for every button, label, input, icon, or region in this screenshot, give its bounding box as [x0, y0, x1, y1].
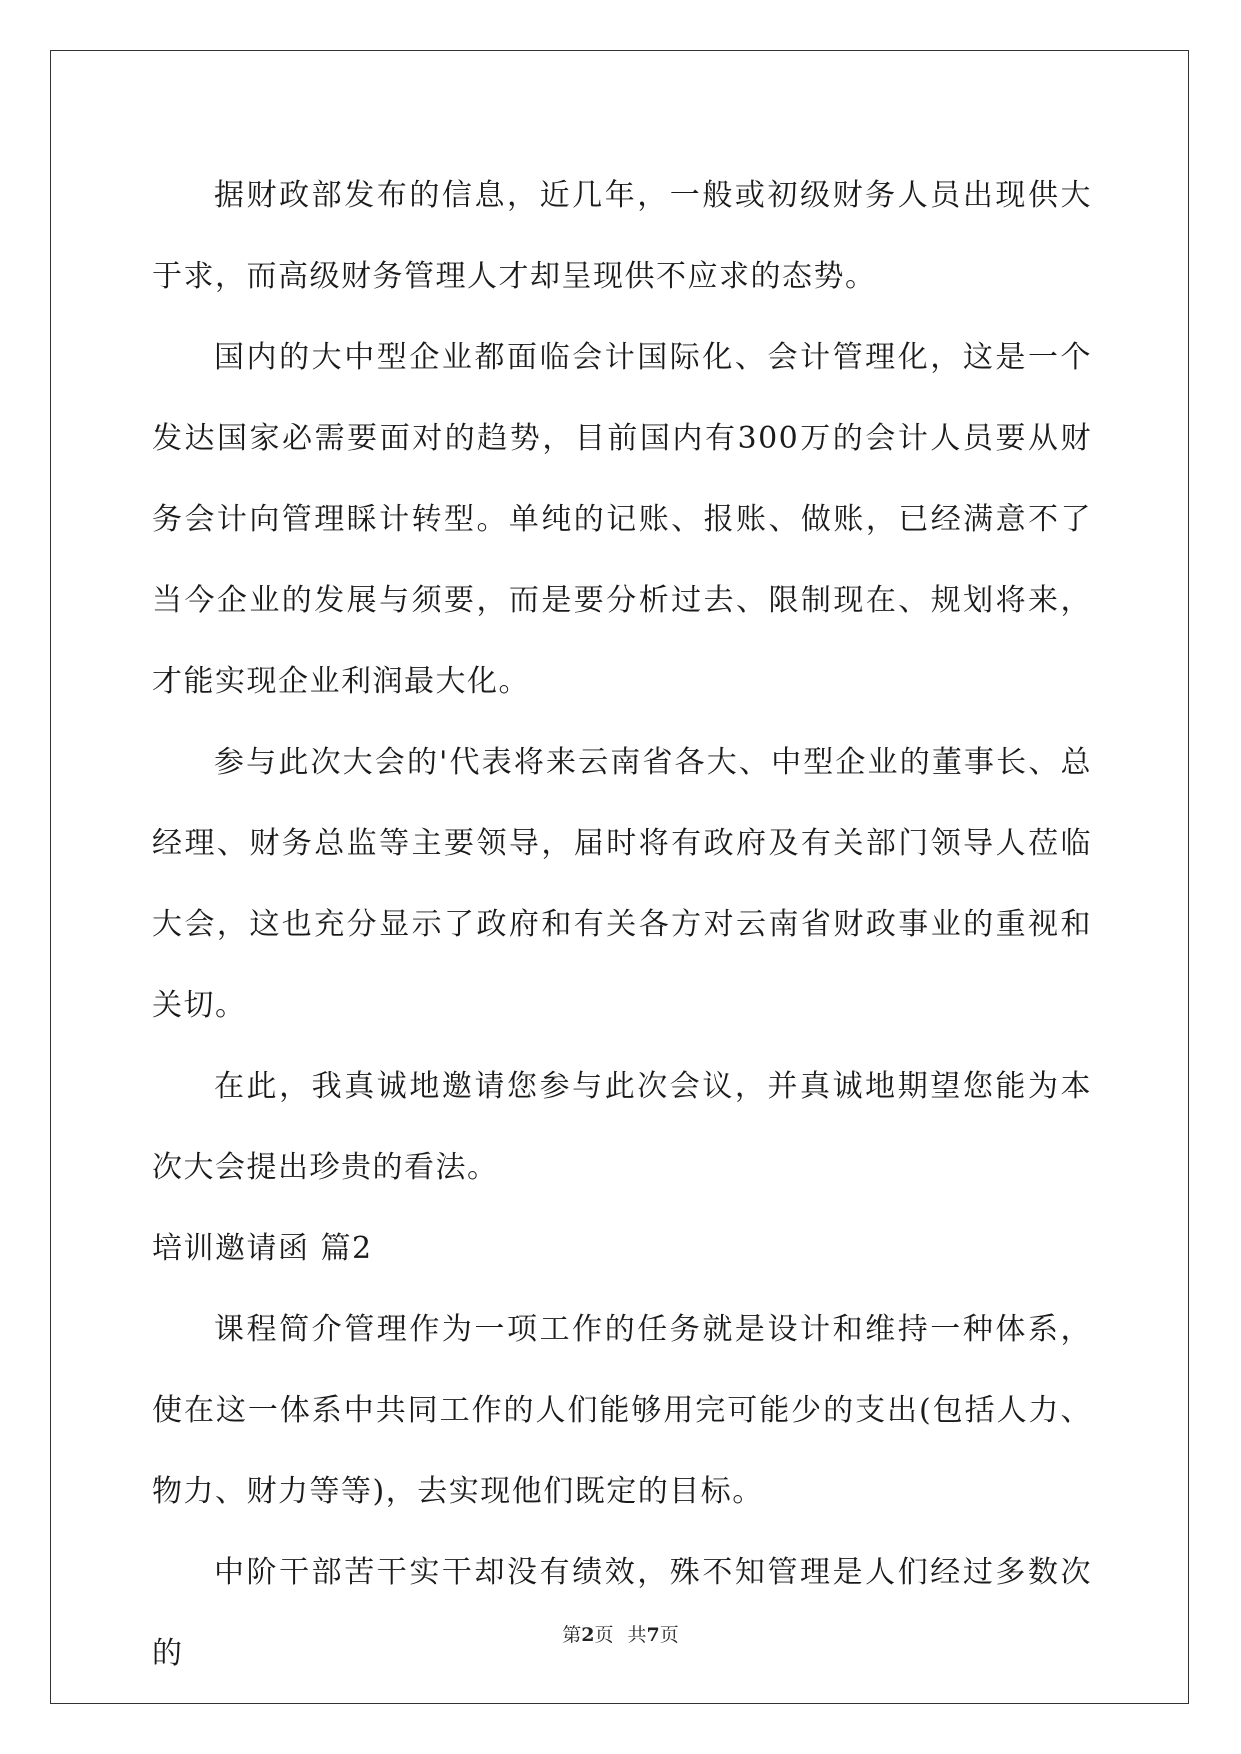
page-footer	[0, 1620, 1241, 1647]
footer-page-prefix: 第	[562, 1624, 582, 1646]
paragraph: 国内的大中型企业都面临会计国际化、会计管理化，这是一个发达国家必需要面对的趋势，目前国内有300万的会计人员要从财务会计向管理睬计转型。单纯的记账、报账、做账，已经满意不了当今企业的发展与须要，而是要分析过去、限制现在、规划将来，才能实现企业利润最大化。	[152, 340, 1092, 699]
footer-page-number: 2	[581, 1624, 595, 1646]
paragraph: 课程简介管理作为一项工作的任务就是设计和维持一种体系，使在这一体系中共同工作的人们能够用完可能少的支出(包括人力、物力、财力等等)，去实现他们既定的目标。	[152, 1312, 1092, 1509]
paragraph: 据财政部发布的信息，近几年，一般或初级财务人员出现供大于求，而高级财务管理人才却呈现供不应求的态势。	[152, 178, 1092, 294]
paragraph: 在此，我真诚地邀请您参与此次会议，并真诚地期望您能为本次大会提出珍贵的看法。	[152, 1069, 1092, 1185]
footer-total-prefix: 共	[627, 1624, 647, 1646]
footer-total-pages: 7	[646, 1624, 660, 1646]
footer-total-suffix: 页	[659, 1624, 679, 1646]
document-body	[152, 155, 1092, 1694]
section-heading: 培训邀请函 篇2	[152, 1231, 373, 1266]
paragraph: 中阶干部苦干实干却没有绩效，殊不知管理是人们经过多数次的	[152, 1555, 1092, 1671]
footer-page-suffix: 页	[594, 1624, 614, 1646]
paragraph: 参与此次大会的'代表将来云南省各大、中型企业的董事长、总经理、财务总监等主要领导，届时将有政府及有关部门领导人莅临大会，这也充分显示了政府和有关各方对云南省财政事业的重视和关切。	[152, 745, 1092, 1023]
